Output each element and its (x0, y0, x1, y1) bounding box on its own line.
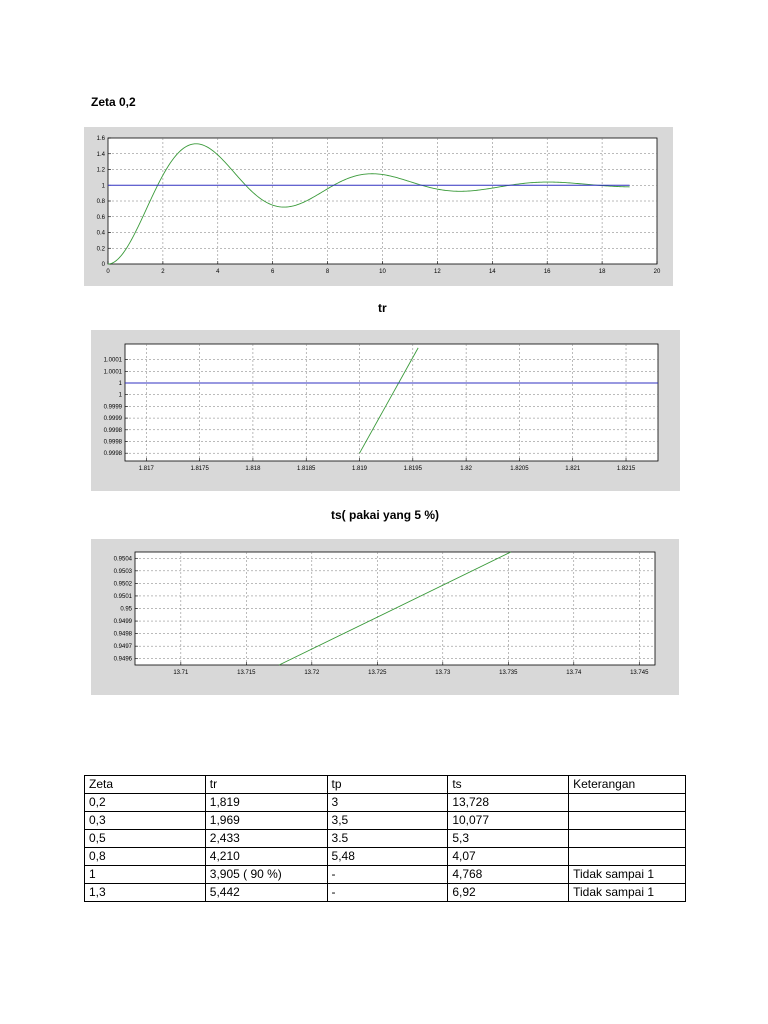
y-tick-label: 0.2 (96, 246, 105, 253)
table-cell: 1 (85, 866, 206, 884)
table-cell: 0,5 (85, 830, 206, 848)
y-tick-label: 0 (101, 262, 105, 268)
table-cell: 5,442 (205, 884, 327, 902)
x-tick-label: 1.819 (352, 466, 368, 472)
plot-area (125, 344, 658, 461)
x-tick-label: 20 (653, 269, 661, 275)
x-tick-label: 13.735 (499, 670, 518, 676)
y-tick-label: 0.9998 (103, 439, 122, 446)
tr-heading: tr (378, 301, 387, 315)
table-cell: 0,3 (85, 812, 206, 830)
table-cell: 3,5 (327, 812, 448, 830)
y-tick-label: 0.9497 (113, 644, 132, 651)
results-table (84, 775, 686, 902)
y-tick-label: 1.2 (96, 167, 105, 174)
y-tick-label: 0.9999 (103, 404, 122, 411)
chart-svg-zeta (84, 127, 673, 286)
y-tick-label: 0.9999 (103, 416, 122, 423)
table-header-cell: tp (327, 776, 448, 794)
zeta-step-response-chart (84, 127, 673, 286)
x-tick-label: 0 (106, 269, 110, 275)
table-cell (569, 848, 686, 866)
x-tick-label: 1.8195 (403, 466, 422, 472)
table-row (85, 884, 686, 902)
x-tick-label: 13.745 (630, 670, 649, 676)
y-tick-label: 0.9504 (113, 556, 132, 563)
table-cell: 1,819 (205, 794, 327, 812)
table-cell: - (327, 866, 448, 884)
table-row (85, 812, 686, 830)
y-tick-label: 1.4 (96, 151, 105, 158)
x-tick-label: 14 (488, 269, 496, 275)
x-tick-label: 18 (598, 269, 606, 275)
x-tick-label: 13.725 (368, 670, 387, 676)
table-row (85, 794, 686, 812)
y-tick-label: 0.9502 (113, 581, 132, 588)
table-cell: 4,07 (448, 848, 569, 866)
y-tick-label: 0.95 (120, 606, 132, 613)
table-row (85, 866, 686, 884)
y-tick-label: 0.9998 (103, 427, 122, 434)
x-tick-label: 12 (434, 269, 441, 275)
x-tick-label: 1.821 (565, 466, 581, 472)
x-tick-label: 13.71 (173, 670, 189, 676)
plot-area (108, 138, 657, 264)
table-row (85, 830, 686, 848)
x-tick-label: 10 (379, 269, 386, 275)
y-tick-label: 0.6 (96, 214, 105, 221)
table-cell: 4,210 (205, 848, 327, 866)
x-tick-label: 1.8175 (190, 466, 209, 472)
table-cell: 1,3 (85, 884, 206, 902)
y-tick-label: 0.9503 (113, 568, 132, 575)
table-cell (569, 830, 686, 848)
y-tick-label: 0.4 (96, 230, 105, 237)
y-tick-label: 0.9501 (113, 593, 132, 600)
y-tick-label: 0.9499 (113, 619, 132, 626)
table-cell: 3,905 ( 90 %) (205, 866, 327, 884)
table-cell: 13,728 (448, 794, 569, 812)
table-cell: 5,3 (448, 830, 569, 848)
ts-heading: ts( pakai yang 5 %) (331, 508, 440, 522)
table-cell: - (327, 884, 448, 902)
x-tick-label: 1.8205 (510, 466, 529, 472)
y-tick-label: 0.9998 (103, 451, 122, 458)
x-tick-label: 1.8185 (297, 466, 316, 472)
table-header-cell: tr (205, 776, 327, 794)
y-tick-label: 1.6 (96, 136, 105, 142)
table-cell: Tidak sampai 1 (569, 884, 686, 902)
table-cell: Tidak sampai 1 (569, 866, 686, 884)
x-tick-label: 1.82 (460, 466, 472, 472)
y-tick-label: 0.8 (96, 199, 105, 205)
table-cell: 4,768 (448, 866, 569, 884)
chart-svg-ts (91, 539, 679, 695)
x-tick-label: 13.74 (566, 670, 582, 676)
x-tick-label: 13.73 (435, 670, 451, 676)
table-cell: 0,2 (85, 794, 206, 812)
y-tick-label: 0.9496 (113, 656, 132, 663)
y-tick-label: 1.0001 (103, 357, 122, 364)
y-tick-label: 0.9498 (113, 631, 132, 638)
x-tick-label: 13.715 (237, 670, 256, 676)
table-header-cell: Zeta (85, 776, 206, 794)
x-tick-label: 16 (543, 269, 551, 275)
table-header-cell: ts (448, 776, 569, 794)
x-tick-label: 1.817 (138, 466, 154, 472)
table-cell: 5,48 (327, 848, 448, 866)
x-tick-label: 13.72 (304, 670, 320, 676)
y-tick-label: 1.0001 (103, 369, 122, 376)
tr-zoom-chart (91, 330, 680, 491)
table-cell: 0,8 (85, 848, 206, 866)
y-tick-label: 1 (118, 381, 122, 387)
table-cell (569, 812, 686, 830)
table-cell: 2,433 (205, 830, 327, 848)
y-tick-label: 1 (101, 183, 105, 190)
zeta-heading: Zeta 0,2 (91, 95, 136, 109)
y-tick-label: 1 (118, 392, 122, 399)
table-cell: 6,92 (448, 884, 569, 902)
ts-zoom-chart (91, 539, 679, 695)
x-tick-label: 1.8215 (616, 466, 636, 472)
table-cell: 10,077 (448, 812, 569, 830)
x-tick-label: 2 (161, 269, 165, 275)
table-cell: 1,969 (205, 812, 327, 830)
table-cell: 3.5 (327, 830, 448, 848)
x-tick-label: 6 (271, 269, 275, 275)
table-cell (569, 794, 686, 812)
x-tick-label: 4 (216, 269, 220, 275)
chart-svg-tr (91, 330, 680, 491)
x-tick-label: 8 (325, 269, 330, 275)
table-row (85, 848, 686, 866)
x-tick-label: 1.818 (245, 466, 261, 472)
table-header-cell: Keterangan (569, 776, 686, 794)
table-header-row (85, 776, 686, 794)
table-cell: 3 (327, 794, 448, 812)
